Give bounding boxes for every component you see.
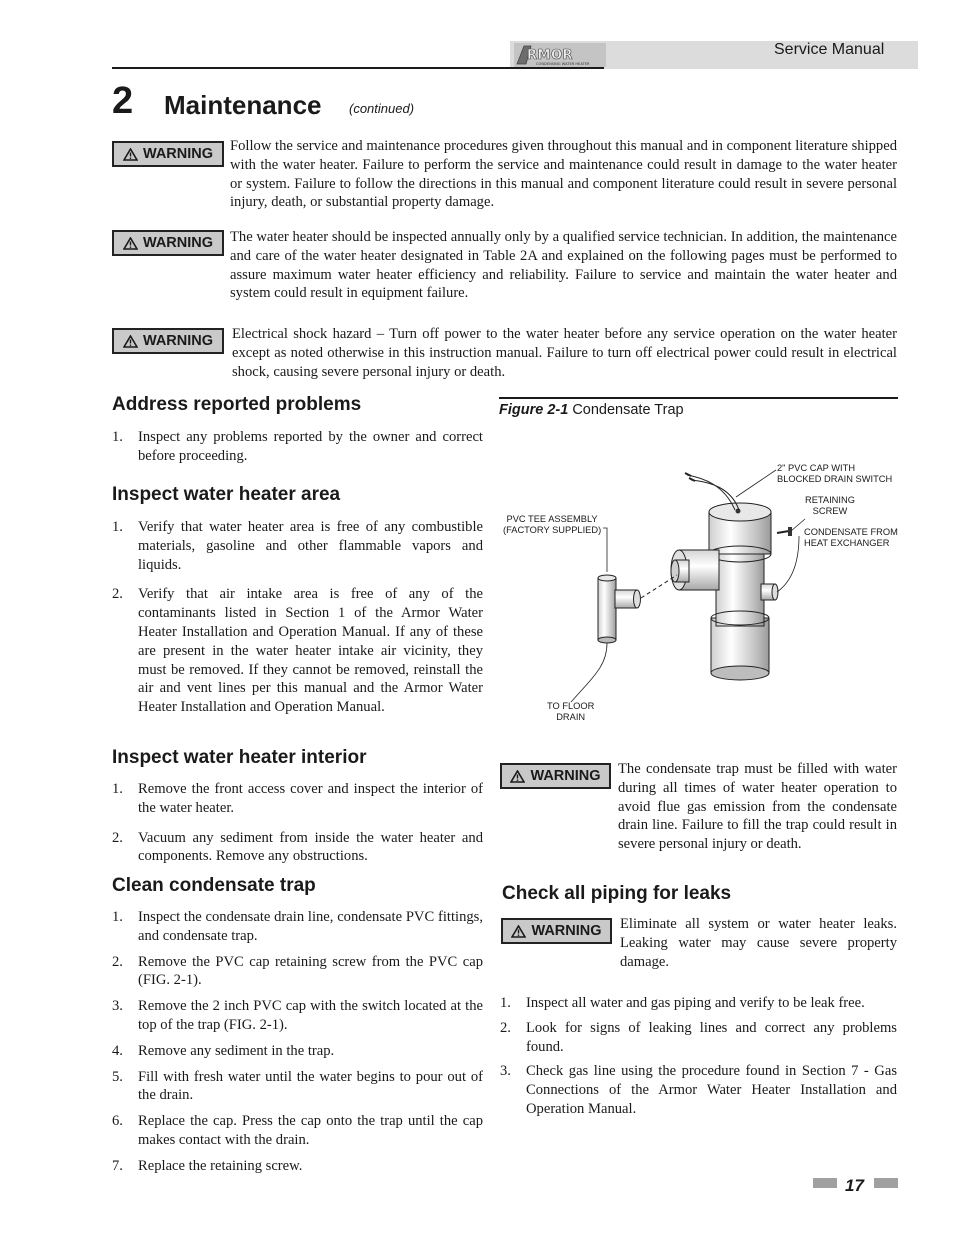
trap-body: [671, 503, 778, 680]
label-floor-drain: TO FLOOR DRAIN: [547, 701, 595, 722]
list-inspect-area: [112, 518, 483, 717]
list-item: 7. Replace the retaining screw.: [112, 1157, 303, 1174]
list-item: 2. Verify that air intake area is free of any of the contaminants listed in Section 1 of the Armor Water Heater Installation and Operation Manual. If any of these are present in the water heater intake air vicinity, they must be removed. If they cannot be removed, reinstall the air and vent lines per this manual and the Armor Water Heater Installation and Operation Manual.: [112, 586, 483, 716]
warning-badge: [112, 230, 224, 256]
warning-label: WARNING: [142, 333, 214, 349]
page-number: 17: [845, 1176, 864, 1195]
list-check-piping: [500, 994, 897, 1119]
chapter-number: 2: [112, 80, 134, 122]
svg-text:CONDENSING WATER HEATER: CONDENSING WATER HEATER: [536, 62, 590, 66]
heading-inspect-area: Inspect water heater area: [112, 484, 341, 505]
figure-caption: Figure 2-1 Condensate Trap: [499, 402, 684, 418]
list-item: 4. Remove any sediment in the trap.: [112, 1042, 335, 1059]
header-rule: [112, 67, 604, 69]
list-item: 2. Remove the PVC cap retaining screw from the PVC cap (FIG. 2-1).: [112, 953, 483, 989]
warning-label: WARNING: [142, 146, 214, 162]
list-item: 1. Inspect all water and gas piping and verify to be leak free.: [500, 995, 865, 1011]
list-item: 3. Check gas line using the procedure found in Section 7 - Gas Connections of the Armor Water Heater Installation and Operation Manual.: [500, 1063, 897, 1117]
warning-label: WARNING: [531, 923, 602, 939]
warning-text-inspection: The water heater should be inspected annually only by a qualified service technician. In addition, the maintenance and care of the water heater designated in Table 2A and explained on the following pages must be performed to assure maximum water heater efficiency and reliability. Failure to service and maintain the water heater and system could result in equipment failure.: [230, 229, 897, 302]
label-condensate-from: CONDENSATE FROM HEAT EXCHANGER: [804, 527, 898, 548]
condensate-trap-diagram: [499, 440, 898, 740]
warning-label: WARNING: [530, 768, 601, 784]
label-pvc-tee: PVC TEE ASSEMBLY (FACTORY SUPPLIED): [503, 514, 602, 535]
warning-text-leaks: Eliminate all system or water heater leaks. Leaking water may cause severe property damage.: [620, 916, 897, 970]
list-item: 3. Remove the 2 inch PVC cap with the switch located at the top of the trap (FIG. 2-1).: [112, 998, 483, 1033]
label-retaining-screw: RETAINING SCREW: [805, 495, 855, 516]
warning-text-condensate: The condensate trap must be filled with water during all times of water heater operation to avoid flue gas emission from the condensate drain line. Failure to fill the trap could result in severe personal injury or death.: [618, 761, 897, 853]
retaining-screw-icon: [777, 527, 792, 536]
footer-bar-right: [874, 1178, 898, 1188]
list-item: 5. Fill with fresh water until the water begins to pour out of the drain.: [112, 1068, 483, 1104]
heading-inspect-interior: Inspect water heater interior: [112, 747, 367, 768]
warning-triangle-icon: [123, 335, 138, 348]
list-inspect-interior: [112, 780, 483, 866]
chapter-continued: (continued): [349, 101, 415, 116]
warning-triangle-icon: [511, 925, 526, 938]
warning-badge: [112, 328, 224, 354]
warning-text-electrical: Electrical shock hazard – Turn off power to the water heater before any service operation on the water heater except as noted otherwise in this instruction manual. Failure to turn off electrical power could result in electrical shock, causing severe personal injury or death.: [232, 326, 897, 380]
list-clean-trap: [112, 908, 483, 1176]
list-item: 1. Inspect any problems reported by the owner and correct before proceeding.: [112, 429, 483, 464]
chapter-title: Maintenance: [164, 90, 322, 120]
warning-badge: [112, 141, 224, 167]
pvc-tee-assembly: [598, 575, 641, 643]
list-item: 1. Verify that water heater area is free of any combustible materials, gasoline and other flammable vapors and liquids.: [112, 519, 483, 573]
svg-text:RMOR: RMOR: [527, 48, 574, 63]
list-item: 2. Look for signs of leaking lines and correct any problems found.: [500, 1019, 897, 1055]
label-pvc-cap: 2" PVC CAP WITH BLOCKED DRAIN SWITCH: [777, 463, 893, 484]
list-address-problems: [112, 428, 483, 466]
warning-label: WARNING: [142, 235, 214, 251]
warning-triangle-icon: [123, 148, 138, 161]
warning-badge: [500, 763, 611, 789]
warning-triangle-icon: [510, 770, 525, 783]
list-item: 6. Replace the cap. Press the cap onto the trap until the cap makes contact with the drain.: [112, 1113, 483, 1148]
figure-rule: [499, 397, 898, 399]
cap-screw-icon: [736, 509, 741, 514]
list-item: 2. Vacuum any sediment from inside the water heater and components. Remove any obstructions.: [112, 829, 483, 865]
heading-check-piping: Check all piping for leaks: [502, 883, 732, 904]
warning-text-service: Follow the service and maintenance procedures given throughout this manual and in component literature shipped with the water heater. Failure to perform the service and maintenance could result in damage to the water heater or system. Failure to follow the directions in this manual and component literature could result in severe personal injury, death, or substantial property damage.: [230, 138, 897, 211]
list-item: 1. Remove the front access cover and inspect the interior of the water heater.: [112, 781, 483, 816]
heading-clean-trap: Clean condensate trap: [112, 875, 316, 896]
warning-triangle-icon: [123, 237, 138, 250]
heading-address-problems: Address reported problems: [112, 394, 362, 415]
manual-title: Service Manual: [774, 41, 885, 58]
footer-bar-left: [813, 1178, 837, 1188]
warning-badge: [501, 918, 612, 944]
armor-logo: [514, 43, 606, 67]
list-item: 1. Inspect the condensate drain line, condensate PVC fittings, and condensate trap.: [112, 909, 483, 944]
